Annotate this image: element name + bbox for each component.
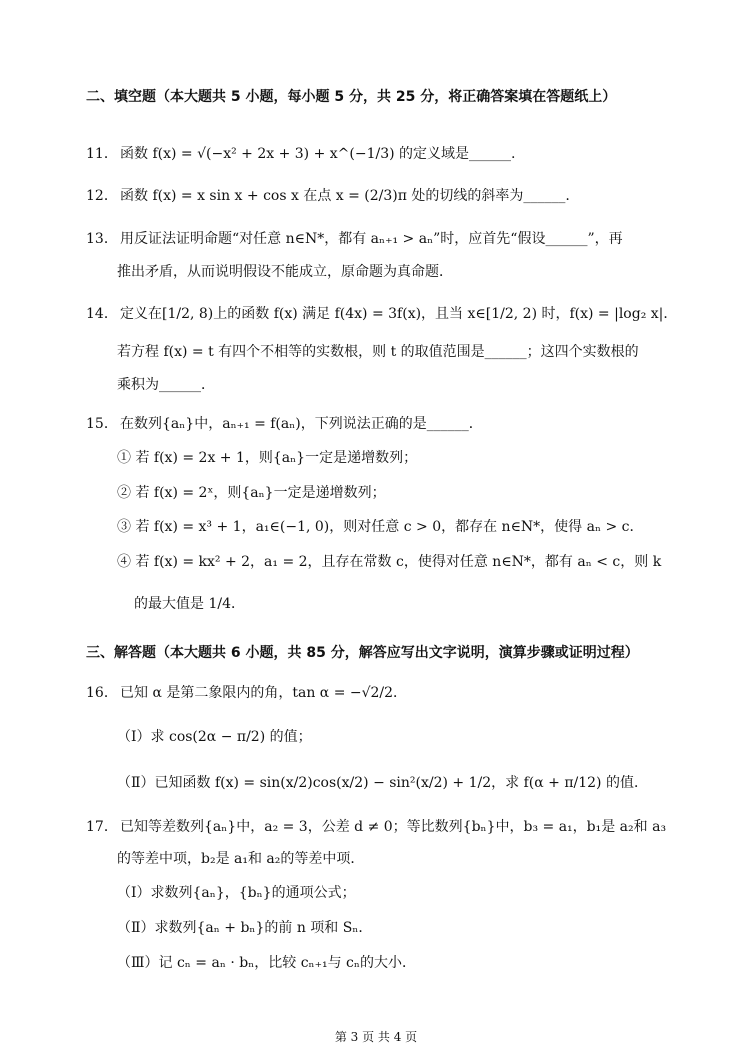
question-17-part-1: （Ⅰ）求数列{aₙ}，{bₙ}的通项公式； xyxy=(117,885,356,901)
section-3-title: 三、解答题（本大题共 6 小题，共 85 分，解答应写出文字说明，演算步骤或证明过程） xyxy=(86,645,639,661)
question-text-line: 已知等差数列{aₙ}中，a₂ = 3，公差 d ≠ 0；等比数列{bₙ}中，b₃ = a₁，b₁是 a₂和 a₃ xyxy=(120,819,667,835)
question-number: 17． xyxy=(86,819,118,835)
question-14-line-2: 若方程 f(x) = t 有四个不相等的实数根，则 t 的取值范围是______；这四个实数根的 xyxy=(117,344,639,360)
question-15-option-4: ④ 若 f(x) = kx² + 2，a₁ = 2，且存在常数 c，使得对任意 n∈N*，都有 aₙ < c，则 k xyxy=(117,554,662,570)
question-17-line-2: 的等差中项，b₂是 a₁和 a₂的等差中项． xyxy=(117,851,365,867)
page-footer: 第 3 页 共 4 页 xyxy=(334,1030,418,1044)
question-text-line: 在数列{aₙ}中，aₙ₊₁ = f(aₙ)，下列说法正确的是______． xyxy=(120,416,483,432)
question-17-part-2: （Ⅱ）求数列{aₙ + bₙ}的前 n 项和 Sₙ． xyxy=(117,920,373,936)
question-15 xyxy=(86,414,483,434)
question-text-line: 定义在[1/2, 8)上的函数 f(x) 满足 f(4x) = 3f(x)，且当 x∈[1/2, 2) 时，f(x) = |log₂ x|． xyxy=(120,306,678,322)
question-text-line: 已知 α 是第二象限内的角，tan α = −√2/2． xyxy=(120,685,408,701)
question-12 xyxy=(86,186,570,206)
question-14 xyxy=(86,304,677,324)
question-text: 函数 f(x) = x sin x + cos x 在点 x = (2/3)π 处的切线的斜率为______. xyxy=(120,188,570,204)
question-15-option-1: ① 若 f(x) = 2x + 1，则{aₙ}一定是递增数列； xyxy=(117,450,418,466)
question-number: 12． xyxy=(86,188,118,204)
question-number: 11． xyxy=(86,146,118,162)
question-14-line-3: 乘积为______． xyxy=(117,377,215,393)
question-16-part-2: （Ⅱ）已知函数 f(x) = sin(x/2)cos(x/2) − sin²(x/2) + 1/2，求 f(α + π/12) 的值． xyxy=(117,775,648,791)
question-11 xyxy=(86,144,515,164)
question-number: 16． xyxy=(86,685,118,701)
question-17 xyxy=(86,817,666,837)
question-15-option-3: ③ 若 f(x) = x³ + 1，a₁∈(−1, 0)，则对任意 c > 0，都存在 n∈N*，使得 aₙ > c． xyxy=(117,519,644,535)
question-16-part-1: （Ⅰ）求 cos(2α − π/2) 的值； xyxy=(117,729,312,745)
question-13 xyxy=(86,229,623,249)
question-15-option-2: ② 若 f(x) = 2ˣ，则{aₙ}一定是递增数列； xyxy=(117,485,386,501)
question-15-option-4-cont: 的最大值是 1/4． xyxy=(134,596,245,612)
question-number: 14． xyxy=(86,306,118,322)
section-2-title: 二、填空题（本大题共 5 小题，每小题 5 分，共 25 分，将正确答案填在答题纸上） xyxy=(86,89,617,105)
question-number: 13． xyxy=(86,231,118,247)
question-17-part-3: （Ⅲ）记 cₙ = aₙ · bₙ，比较 cₙ₊₁与 cₙ的大小． xyxy=(117,955,416,971)
question-13-line-2: 推出矛盾，从而说明假设不能成立，原命题为真命题． xyxy=(117,264,453,280)
question-number: 15． xyxy=(86,416,118,432)
question-text: 函数 f(x) = √(−x² + 2x + 3) + x^(−1/3) 的定义域是______. xyxy=(120,146,516,162)
question-text-line: 用反证法证明命题“对任意 n∈N*，都有 aₙ₊₁ > aₙ”时，应首先“假设______”，再 xyxy=(120,231,623,247)
question-16 xyxy=(86,683,407,703)
